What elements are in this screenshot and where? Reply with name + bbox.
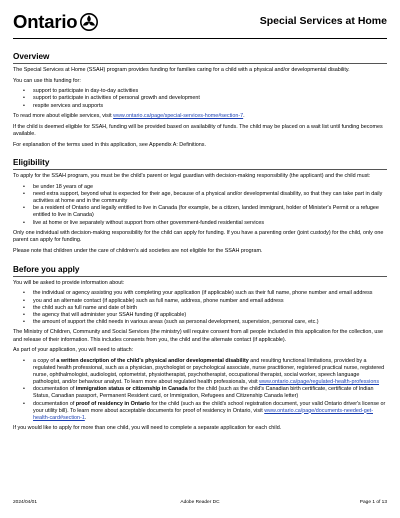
single-applicant-paragraph: Only one individual with decision-making responsibility for the child can apply for funding. If you have a parenting order (joint custody) for the child, only one parent can apply for funding. bbox=[13, 230, 384, 244]
text: a written description of the child's physical and/or developmental disability bbox=[56, 357, 249, 364]
section-divider bbox=[13, 63, 387, 64]
header-divider bbox=[13, 38, 387, 39]
text: for the child (such as the child's school registration document, your valid Ontario driver's license or your utility bill). To learn more about acceptable documents for proof of residency in Ontario, visit bbox=[33, 400, 386, 414]
text: . bbox=[84, 414, 87, 421]
form-date: 2024/04/01 bbox=[13, 500, 38, 505]
eligible-services-paragraph bbox=[13, 113, 387, 120]
list-item: • the individual or agency assisting you with completing your application (if applicable) such as their full name, phone number and email address bbox=[13, 290, 387, 297]
list-item: • support to participate in day-to-day activities bbox=[13, 88, 387, 95]
ontario-logo bbox=[13, 12, 99, 32]
consent-paragraph: The Ministry of Children, Community and Social Services (the ministry) will require consent from all people included in this application for the collection, use and release of their information. This includes consents from you, the child and the alternate contact (if applicable). bbox=[13, 329, 384, 343]
funding-uses-list bbox=[13, 88, 387, 109]
list-item: • the agency that will administer your SSAH funding (if applicable) bbox=[13, 312, 387, 319]
text: for the child (such as the child's Canadian birth certificate, certificate of Indian Status, Canadian passport, Permanent Resident card, or Immigration, Refugees and Citizenship Canada letter) bbox=[33, 386, 374, 400]
list-item: • support to participate in activities of personal growth and development bbox=[13, 95, 387, 102]
funding-uses-intro: You can use this funding for: bbox=[13, 77, 81, 84]
overview-paragraph: The Special Services at Home (SSAH) program provides funding for families caring for a child with a physical and/or developmental disability. bbox=[13, 67, 350, 73]
text: and resulting functional limitations, provided by a regulated health professional, such as a physician, psychologist or psychological associate, nurse practitioner, registered practical nurse, registered nurse, ophthalmologist, audiologist, optometrist, physiotherapist, psychotherapist, occupational therapist, social worker, speech language pathologist, and/or behaviour analyst. To learn more about regulated health professionals, visit bbox=[33, 357, 385, 386]
text: . bbox=[243, 113, 245, 120]
section-divider bbox=[13, 169, 387, 170]
eligibility-heading: Eligibility bbox=[13, 158, 50, 168]
eligibility-list bbox=[13, 184, 387, 227]
special-services-link[interactable]: www.ontario.ca/page/special-services-home#section-7 bbox=[113, 113, 244, 120]
text: documentation of bbox=[33, 400, 76, 407]
page-header bbox=[13, 10, 387, 36]
text: proof of residency in Ontario bbox=[75, 400, 150, 407]
text: a copy of bbox=[33, 357, 57, 364]
funding-availability-paragraph: If the child is deemed eligible for SSAH, funding will be provided based on availability of funds. The child may be placed on a wait list until funding becomes available. bbox=[13, 123, 383, 138]
info-intro: You will be asked to provide information about: bbox=[13, 279, 125, 286]
health-card-documents-link[interactable]: www.ontario.ca/page/documents-needed-get-health-card#section-1 bbox=[33, 407, 373, 421]
text: documentation of bbox=[33, 386, 76, 393]
document-body bbox=[13, 46, 387, 436]
document-title: Special Services at Home bbox=[259, 15, 387, 27]
overview-heading: Overview bbox=[13, 52, 50, 61]
list-item: • need extra support, beyond what is expected for their age, because of a physical and/or developmental disability, so that they can take part in daily activities at home and in the community bbox=[13, 191, 387, 205]
definitions-paragraph: For explanation of the terms used in this application, see Appendix A: Definitions. bbox=[13, 141, 206, 148]
info-list bbox=[13, 290, 387, 325]
attachments-intro: As part of your application, you will need to attach: bbox=[13, 347, 134, 354]
text: To read more about eligible services, visit bbox=[13, 113, 114, 120]
list-item bbox=[13, 401, 387, 422]
cas-note-paragraph: Please note that children under the care of children's aid societies are not eligible for the SSAH program. bbox=[13, 248, 263, 255]
regulated-health-link[interactable]: www.ontario.ca/page/regulated-health-professions bbox=[259, 379, 380, 386]
text: immigration status or citizenship in Canada bbox=[75, 386, 188, 393]
eligibility-intro: To apply for the SSAH program, you must be the child's parent or legal guardian with decision-making responsibility (the applicant) and the child must: bbox=[13, 173, 371, 180]
list-item: • the amount of support the child needs in various areas (such as personal development, supervision, personal care, etc.) bbox=[13, 319, 387, 326]
page-number: Page 1 of 13 bbox=[359, 500, 387, 505]
before-you-apply-heading: Before you apply bbox=[13, 264, 80, 274]
trillium-icon bbox=[79, 12, 99, 32]
list-item: • you and an alternate contact (if applicable) such as full name, address, phone number and email address bbox=[13, 298, 387, 305]
list-item: • live at home or live separately without support from other government-funded residential services bbox=[13, 220, 387, 227]
list-item bbox=[13, 358, 387, 386]
list-item bbox=[13, 386, 387, 400]
list-item: • respite services and supports bbox=[13, 103, 387, 110]
list-item: • be a resident of Ontario and legally entitled to live in Canada (for example, be a citizen, landed immigrant, holder of Minister's Permit or a refugee entitled to live in Canada) bbox=[13, 205, 387, 219]
logo-text: Ontario bbox=[13, 11, 78, 32]
reader-label: Adobe Reader DC bbox=[180, 500, 220, 505]
section-divider bbox=[13, 276, 387, 277]
list-item: • be under 18 years of age bbox=[13, 184, 387, 191]
attachments-list bbox=[13, 358, 387, 422]
multiple-children-paragraph: If you would like to apply for more than one child, you will need to complete a separate application for each child. bbox=[13, 425, 282, 432]
list-item: • the child such as full name and date of birth bbox=[13, 305, 387, 312]
